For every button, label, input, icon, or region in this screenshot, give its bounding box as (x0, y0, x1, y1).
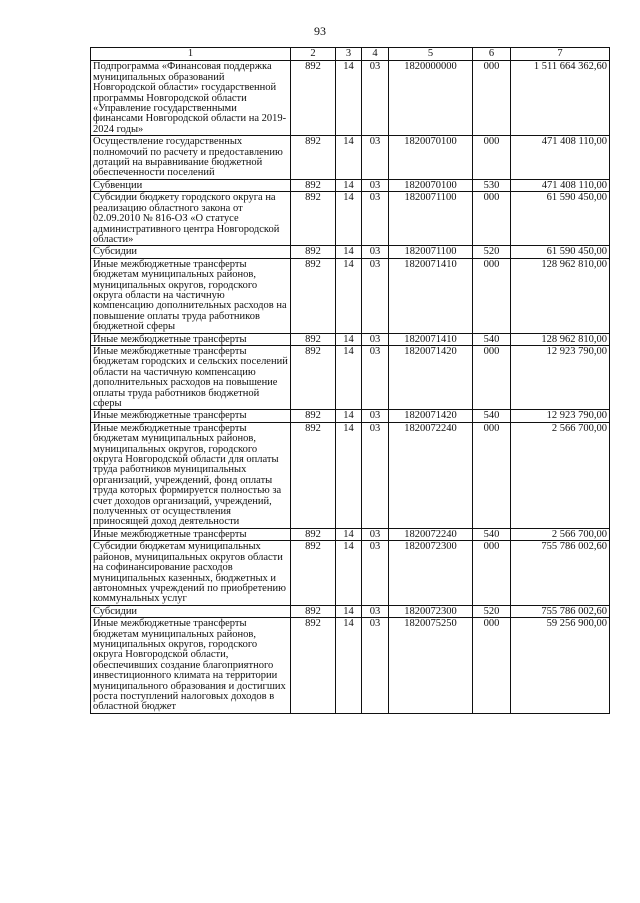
column-header: 1 (91, 48, 291, 61)
amount-cell: 2 566 700,00 (511, 528, 610, 540)
column-header: 6 (473, 48, 511, 61)
table-row (91, 410, 610, 422)
admin-code-cell: 892 (291, 136, 336, 180)
amount-cell: 128 962 810,00 (511, 258, 610, 333)
target-article-cell: 1820071100 (389, 192, 473, 246)
expense-type-cell: 520 (473, 605, 511, 617)
row-name-cell: Субвенции (91, 179, 291, 191)
table-row (91, 61, 610, 136)
target-article-cell: 1820070100 (389, 179, 473, 191)
subsection-cell: 03 (362, 246, 389, 258)
expense-type-cell: 540 (473, 410, 511, 422)
admin-code-cell: 892 (291, 61, 336, 136)
subsection-cell: 03 (362, 422, 389, 528)
amount-cell: 61 590 450,00 (511, 246, 610, 258)
admin-code-cell: 892 (291, 528, 336, 540)
admin-code-cell: 892 (291, 333, 336, 345)
amount-cell: 471 408 110,00 (511, 136, 610, 180)
row-name-cell: Субсидии бюджету городского округа на реализацию областного закона от 02.09.2010 № 816-ОЗ «О статусе административного центра Новгородской области» (91, 192, 291, 246)
expense-type-cell: 530 (473, 179, 511, 191)
expense-type-cell: 000 (473, 192, 511, 246)
expense-type-cell: 000 (473, 422, 511, 528)
section-cell: 14 (336, 422, 362, 528)
amount-cell: 12 923 790,00 (511, 410, 610, 422)
expense-type-cell: 000 (473, 541, 511, 605)
column-header: 4 (362, 48, 389, 61)
subsection-cell: 03 (362, 345, 389, 409)
amount-cell: 59 256 900,00 (511, 618, 610, 714)
expense-type-cell: 520 (473, 246, 511, 258)
admin-code-cell: 892 (291, 192, 336, 246)
target-article-cell: 1820070100 (389, 136, 473, 180)
target-article-cell: 1820071420 (389, 410, 473, 422)
amount-cell: 2 566 700,00 (511, 422, 610, 528)
row-name-cell: Осуществление государственных полномочий по расчету и предоставлению дотаций на выравнивание бюджетной обеспеченности поселений (91, 136, 291, 180)
table-row (91, 345, 610, 409)
target-article-cell: 1820000000 (389, 61, 473, 136)
section-cell: 14 (336, 136, 362, 180)
row-name-cell: Иные межбюджетные трансферты бюджетам муниципальных районов, муниципальных округов, городского округа Новгородской области для оплаты труда работников муниципальных организаций, учреждений, фонд оплаты труда которых формируется полностью за счет доходов организаций, учреждений, полученных от осуществления приносящей доход деятельности (91, 422, 291, 528)
table-row (91, 192, 610, 246)
table-row (91, 246, 610, 258)
subsection-cell: 03 (362, 541, 389, 605)
target-article-cell: 1820072240 (389, 528, 473, 540)
subsection-cell: 03 (362, 192, 389, 246)
row-name-cell: Иные межбюджетные трансферты (91, 528, 291, 540)
section-cell: 14 (336, 61, 362, 136)
expense-type-cell: 000 (473, 618, 511, 714)
row-name-cell: Субсидии (91, 246, 291, 258)
expense-type-cell: 000 (473, 258, 511, 333)
table-row (91, 541, 610, 605)
row-name-cell: Иные межбюджетные трансферты бюджетам муниципальных районов, муниципальных округов, городского округа области на частичную компенсацию дополнительных расходов на повышение оплаты труда работников бюджетной сферы (91, 258, 291, 333)
admin-code-cell: 892 (291, 179, 336, 191)
admin-code-cell: 892 (291, 410, 336, 422)
section-cell: 14 (336, 618, 362, 714)
header-row (91, 48, 610, 61)
table-row (91, 258, 610, 333)
table-row (91, 605, 610, 617)
target-article-cell: 1820071410 (389, 258, 473, 333)
amount-cell: 61 590 450,00 (511, 192, 610, 246)
admin-code-cell: 892 (291, 618, 336, 714)
amount-cell: 755 786 002,60 (511, 605, 610, 617)
target-article-cell: 1820071410 (389, 333, 473, 345)
target-article-cell: 1820072240 (389, 422, 473, 528)
amount-cell: 1 511 664 362,60 (511, 61, 610, 136)
page-number: 93 (314, 24, 326, 38)
subsection-cell: 03 (362, 410, 389, 422)
subsection-cell: 03 (362, 528, 389, 540)
table-row (91, 618, 610, 714)
admin-code-cell: 892 (291, 246, 336, 258)
amount-cell: 471 408 110,00 (511, 179, 610, 191)
column-header: 7 (511, 48, 610, 61)
row-name-cell: Иные межбюджетные трансферты бюджетам городских и сельских поселений области на частичную компенсацию дополнительных расходов на повышение оплаты труда работников бюджетной сферы (91, 345, 291, 409)
subsection-cell: 03 (362, 61, 389, 136)
expense-type-cell: 540 (473, 333, 511, 345)
expense-type-cell: 540 (473, 528, 511, 540)
row-name-cell: Иные межбюджетные трансферты бюджетам муниципальных районов, муниципальных округов, городского округа Новгородской области, обеспечивших создание благоприятного инвестиционного климата на территории муниципального образования и достигших роста поступлений налоговых доходов в областной бюджет (91, 618, 291, 714)
section-cell: 14 (336, 246, 362, 258)
target-article-cell: 1820072300 (389, 541, 473, 605)
section-cell: 14 (336, 179, 362, 191)
amount-cell: 755 786 002,60 (511, 541, 610, 605)
target-article-cell: 1820075250 (389, 618, 473, 714)
section-cell: 14 (336, 528, 362, 540)
target-article-cell: 1820071420 (389, 345, 473, 409)
table-row (91, 179, 610, 191)
subsection-cell: 03 (362, 258, 389, 333)
admin-code-cell: 892 (291, 605, 336, 617)
target-article-cell: 1820071100 (389, 246, 473, 258)
row-name-cell: Иные межбюджетные трансферты (91, 410, 291, 422)
row-name-cell: Иные межбюджетные трансферты (91, 333, 291, 345)
column-header: 2 (291, 48, 336, 61)
subsection-cell: 03 (362, 179, 389, 191)
expense-type-cell: 000 (473, 61, 511, 136)
section-cell: 14 (336, 333, 362, 345)
amount-cell: 128 962 810,00 (511, 333, 610, 345)
section-cell: 14 (336, 541, 362, 605)
admin-code-cell: 892 (291, 422, 336, 528)
table-row (91, 528, 610, 540)
section-cell: 14 (336, 258, 362, 333)
table-row (91, 422, 610, 528)
admin-code-cell: 892 (291, 258, 336, 333)
section-cell: 14 (336, 345, 362, 409)
column-header: 3 (336, 48, 362, 61)
table-row (91, 333, 610, 345)
section-cell: 14 (336, 410, 362, 422)
subsection-cell: 03 (362, 136, 389, 180)
row-name-cell: Субсидии (91, 605, 291, 617)
budget-table (90, 47, 610, 714)
target-article-cell: 1820072300 (389, 605, 473, 617)
admin-code-cell: 892 (291, 541, 336, 605)
section-cell: 14 (336, 605, 362, 617)
row-name-cell: Субсидии бюджетам муниципальных районов, муниципальных округов области на софинансирование расходов муниципальных казенных, бюджетных и автономных учреждений по приобретению коммунальных услуг (91, 541, 291, 605)
table-row (91, 136, 610, 180)
expense-type-cell: 000 (473, 345, 511, 409)
column-header: 5 (389, 48, 473, 61)
admin-code-cell: 892 (291, 345, 336, 409)
expense-type-cell: 000 (473, 136, 511, 180)
subsection-cell: 03 (362, 333, 389, 345)
section-cell: 14 (336, 192, 362, 246)
amount-cell: 12 923 790,00 (511, 345, 610, 409)
subsection-cell: 03 (362, 618, 389, 714)
row-name-cell: Подпрограмма «Финансовая поддержка муниципальных образований Новгородской области» государственной программы Новгородской области «Управление государственными финансами Новгородской области на 2019-2024 годы» (91, 61, 291, 136)
subsection-cell: 03 (362, 605, 389, 617)
